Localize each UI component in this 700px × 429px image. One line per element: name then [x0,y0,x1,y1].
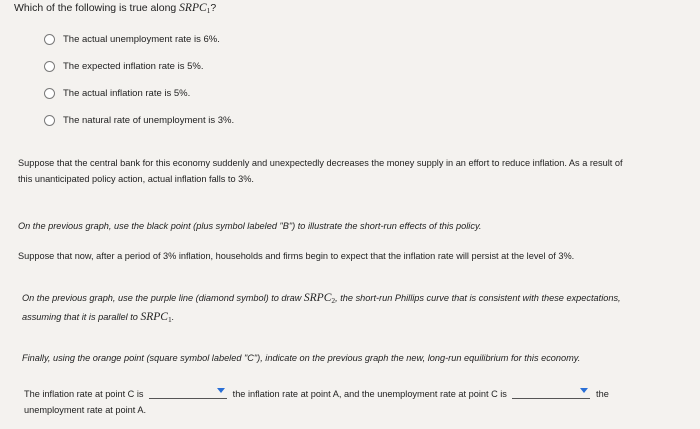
unemployment-comparison-dropdown[interactable] [512,387,590,399]
option-label: The actual inflation rate is 5%. [63,87,191,99]
inflation-comparison-dropdown[interactable] [149,387,227,399]
option-2[interactable] [44,58,203,74]
expectations-paragraph: Suppose that now, after a period of 3% inflation, households and firms begin to expect that the inflation rate will persist at the level of 3%. [18,251,575,261]
srpc2-symbol: $SRPC_2$ [303,292,336,305]
radio-button-icon[interactable] [44,88,55,99]
option-label: The natural rate of unemployment is 3%. [63,114,235,126]
option-label: The expected inflation rate is 5%. [63,60,204,72]
srpc1-symbol: $SRPC_1$ [140,311,172,324]
radio-button-icon[interactable] [44,61,55,72]
scenario-paragraph: Suppose that the central bank for this economy suddenly and unexpectedly decreases the money supply in an effort to reduce inflation. As a result of this unanticipated policy action, actual inflation falls to 3%. [18,158,623,184]
option-3[interactable] [44,85,190,101]
question-prefix: Which of the following is true along [14,2,180,14]
instruction-point-b: On the previous graph, use the black point (plus symbol labeled "B") to illustrate the short-run effects of this policy. [18,221,482,231]
radio-button-icon[interactable] [44,115,55,126]
question-title [14,2,216,15]
question-suffix: ? [210,2,217,14]
dropdown-caret-icon [580,388,588,393]
radio-button-icon[interactable] [44,34,55,45]
option-label: The actual unemployment rate is 6%. [63,33,220,45]
instruction-srpc2: On the previous graph, use the purple line (diamond symbol) to draw $SRPC_2$, the short-run Phillips curve that is consistent with these expectations, assuming that it is parallel to $SRPC_1$. [22,292,621,324]
srpc1-symbol: $SRPC_1$ [179,2,211,15]
option-4[interactable] [44,112,234,128]
dropdown-caret-icon [217,388,225,393]
instruction-point-c: Finally, using the orange point (square symbol labeled "C"), indicate on the previous graph the new, long-run equilibrium for this economy. [22,353,581,363]
option-1[interactable] [44,31,220,47]
final-question: The inflation rate at point C is the inflation rate at point A, and the unemployment rate at point C is the unemployment rate at point A. [24,389,609,415]
